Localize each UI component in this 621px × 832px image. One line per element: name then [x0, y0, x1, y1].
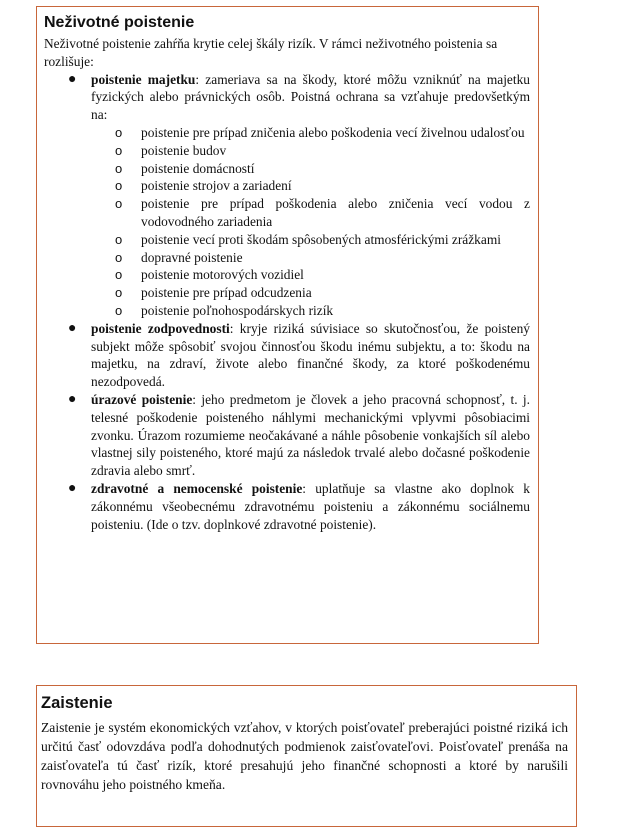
sub-list-item	[91, 142, 530, 160]
bullet-icon: ●	[68, 480, 77, 496]
sub-list-item	[91, 177, 530, 195]
section-intro: Neživotné poistenie zahŕňa krytie celej škály rizík. V rámci neživotného poistenia sa rozlišuje:	[44, 36, 498, 69]
section-body: Zaistenie je systém ekonomických vzťahov, v ktorých poisťovateľ preberajúci poistné riziká ich určitú časť odovzdáva podľa dohodnutých podmienok zaisťovateľovi. Poisťovateľ prenáša na zaisťovateľa tú časť rizík, ktoré presahujú jeho finančné schopnosti a ktoré by narušili rovnováhu jeho poistného kmeňa.	[41, 720, 568, 792]
sub-list-item-text: poistenie motorových vozidiel	[141, 267, 304, 283]
list-item-text: : jeho predmetom je človek a jeho pracovná schopnosť, t. j. telesné poškodenie poisteného náhlymi mechanickými vplyvmi pôsobiacimi zvonku. Úrazom rozumieme neočakávané a náhle pôsobenie vonkajších síl alebo vlastnej sily poisteného, ktoré majú za následok trvalé alebo dočasné poškodenie zdravia alebo smrť.	[91, 391, 530, 479]
section-title: Neživotné poistenie	[44, 14, 195, 31]
list-item-text: : uplatňuje sa vlastne ako doplnok k zákonnému všeobecnému zdravotnému poisteniu a zákonnému sociálnemu poisteniu. (Ide o tzv. doplnkové zdravotné poistenie).	[91, 480, 530, 532]
sub-list-item	[91, 160, 530, 178]
section-title: Zaistenie	[41, 694, 113, 712]
list-item-term: zdravotné a nemocenské poistenie	[91, 480, 303, 496]
sub-list-item-text: poistenie strojov a zariadení	[141, 178, 292, 194]
sub-list-item-text: poistenie domácností	[141, 160, 255, 176]
sub-list-item-text: poistenie budov	[141, 142, 227, 158]
section-nonlife-insurance	[36, 6, 539, 644]
sub-list-item-text: poistenie pre prípad zničenia alebo poškodenia vecí živelnou udalosťou	[141, 124, 525, 140]
circle-bullet-icon: o	[115, 160, 123, 176]
list-item	[44, 71, 530, 320]
list-item	[44, 480, 530, 533]
list-item-term: poistenie zodpovednosti	[91, 320, 230, 336]
circle-bullet-icon: o	[115, 178, 123, 194]
sub-list-item-text: poistenie poľnohospodárskych rizík	[141, 302, 334, 318]
circle-bullet-icon: o	[115, 231, 123, 247]
section-reinsurance	[36, 685, 577, 827]
circle-bullet-icon: o	[115, 124, 123, 140]
sub-list-item	[91, 195, 530, 231]
sub-list-item	[91, 124, 530, 142]
list-item-text: : zameriava sa na škody, ktoré môžu vzniknúť na majetku fyzických alebo právnických osôb. Poistná ochrana sa vzťahuje predovšetkým na:	[91, 71, 530, 123]
insurance-types-list	[44, 71, 530, 534]
list-item-term: úrazové poistenie	[91, 391, 193, 407]
sub-list-item	[91, 284, 530, 302]
sub-list-item	[91, 266, 530, 284]
bullet-icon: ●	[68, 391, 77, 407]
circle-bullet-icon: o	[115, 302, 123, 318]
circle-bullet-icon: o	[115, 267, 123, 283]
sub-list-item-text: poistenie pre prípad poškodenia alebo zničenia vecí vodou z vodovodného zariadenia	[141, 196, 530, 229]
sub-list-item	[91, 249, 530, 267]
sub-list-item-text: poistenie pre prípad odcudzenia	[141, 285, 312, 301]
list-item	[44, 320, 530, 391]
sub-list-item-text: dopravné poistenie	[141, 249, 243, 265]
list-item	[44, 391, 530, 480]
circle-bullet-icon: o	[115, 142, 123, 158]
sub-list-item	[91, 231, 530, 249]
list-item-text: : kryje riziká súvisiace so skutočnosťou, že poistený subjekt môže spôsobiť svojou činnosťou škodu inému subjektu, a to: škodu na majetku, na zdraví, živote alebo finančné škody, za ktoré poškodenému nezodpovedá.	[91, 320, 530, 390]
sub-list-item	[91, 302, 530, 320]
circle-bullet-icon: o	[115, 196, 123, 212]
list-item-term: poistenie majetku	[91, 71, 196, 87]
bullet-icon: ●	[68, 71, 77, 87]
circle-bullet-icon: o	[115, 249, 123, 265]
sub-list	[91, 124, 530, 320]
circle-bullet-icon: o	[115, 285, 123, 301]
sub-list-item-text: poistenie vecí proti škodám spôsobených atmosférickými zrážkami	[141, 231, 501, 247]
bullet-icon: ●	[68, 320, 77, 336]
